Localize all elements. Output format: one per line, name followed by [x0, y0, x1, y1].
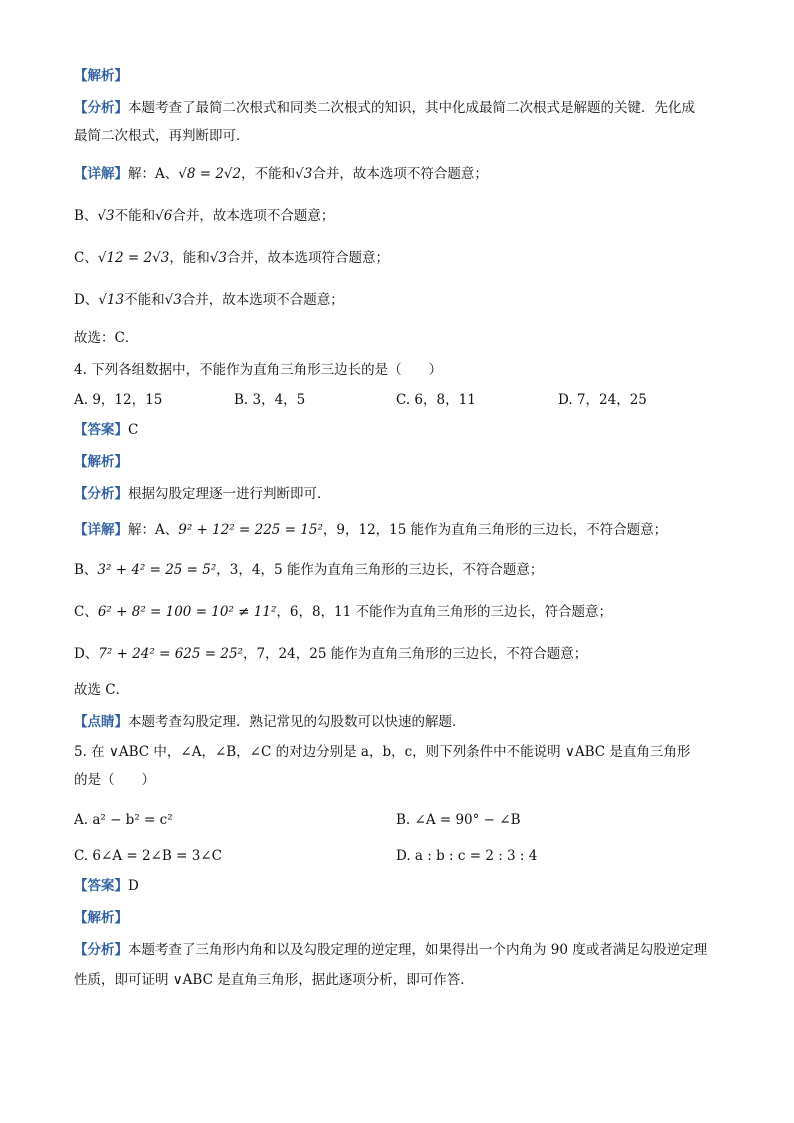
detail-b-text: 不能和 — [114, 208, 156, 224]
detail-b-text-2: 合并，故本选项不合题意； — [172, 208, 335, 224]
detail-b-prefix: B、 — [74, 208, 98, 224]
q5-question-1 — [74, 742, 690, 762]
q5-answer-tag: 【答案】 — [74, 878, 128, 894]
q4-question — [74, 360, 442, 380]
q4-detail-d-math: 7² + 24² = 625 = 25² — [98, 646, 243, 662]
detail-c-text: ，能和 — [169, 250, 210, 266]
q4-dianjing-text: 本题考查勾股定理．熟记常见的勾股数可以快速的解题． — [128, 714, 466, 730]
q5-question-text-2: 的是（ ） — [74, 772, 155, 788]
q4-detail-b-prefix: B、 — [74, 562, 98, 578]
q4-choose: 故选 C． — [74, 682, 130, 698]
q4-analysis-line — [74, 452, 128, 472]
q5-option-a: A. a² − b² = c² — [74, 812, 173, 828]
fenxi-text-1: 本题考查了最简二次根式和同类二次根式的知识，其中化成最简二次根式是解题的关键．先化成 — [128, 100, 695, 116]
q5-fenxi-text-1: 本题考查了三角形内角和以及勾股定理的逆定理，如果得出一个内角为 90 度或者满足勾股逆定理 — [128, 942, 708, 958]
detail-a-math-2: √3 — [295, 166, 313, 182]
q4-question-text: 4. 下列各组数据中，不能作为直角三角形三边长的是（ ） — [74, 362, 443, 378]
q4-detail-a-prefix: 解：A、 — [128, 522, 179, 538]
q4-answer-tag: 【答案】 — [74, 422, 128, 438]
q4-fenxi-text: 根据勾股定理逐一进行判断即可． — [128, 486, 331, 502]
analysis-line-2 — [74, 126, 250, 146]
q4-answer-line — [74, 420, 138, 440]
detail-a-math: √8 = 2√2 — [178, 166, 242, 182]
q4-option-c: C. 6，8，11 — [396, 392, 476, 408]
q5-fenxi-line-1 — [74, 940, 707, 960]
q5-fenxi-text-2: 性质，即可证明 ∨ABC 是直角三角形，据此逐项分析，即可作答． — [74, 972, 474, 988]
q5-question-text-1: 5. 在 ∨ABC 中，∠A，∠B，∠C 的对边分别是 a，b，c，则下列条件中不能说明 ∨ABC 是直角三角形 — [74, 744, 691, 760]
q4-detail-b — [74, 560, 543, 580]
detail-a-text-2: 合并，故本选项不符合题意； — [312, 166, 488, 182]
detail-line-a — [74, 164, 488, 184]
q4-answer: C — [128, 422, 139, 438]
choose-text: 故选：C． — [74, 330, 139, 346]
analysis-line-1 — [74, 98, 695, 118]
q4-detail-c-prefix: C、 — [74, 604, 98, 620]
q4-option-a: A. 9，12，15 — [74, 392, 163, 408]
q5-option-d: D. a : b : c = 2 : 3 : 4 — [396, 848, 538, 864]
detail-d-text-2: 合并，故本选项不合题意； — [181, 292, 344, 308]
q4-fenxi-line — [74, 484, 331, 504]
analysis-heading — [74, 66, 128, 86]
detail-a-text: ，不能和 — [241, 166, 296, 182]
detail-d-math-2: √3 — [164, 292, 182, 308]
q4-option-d: D. 7，24，25 — [558, 392, 647, 408]
q4-detail-c-text: ，6，8，11 不能作为直角三角形的三边长，符合题意； — [276, 604, 613, 620]
analysis-tag: 【解析】 — [74, 68, 128, 84]
q4-fenxi-tag: 【分析】 — [74, 486, 128, 502]
q4-detail-tag: 【详解】 — [74, 522, 128, 538]
detail-b-math-2: √6 — [155, 208, 173, 224]
q4-detail-d — [74, 644, 587, 664]
detail-c-math: √12 = 2√3 — [97, 250, 170, 266]
q4-choose-line — [74, 680, 129, 700]
q5-question-2 — [74, 770, 155, 790]
q4-detail-a — [74, 520, 667, 540]
detail-line-d — [74, 290, 344, 310]
q5-option-c: C. 6∠A = 2∠B = 3∠C — [74, 848, 222, 864]
fenxi-tag: 【分析】 — [74, 100, 128, 116]
q4-option-b: B. 3，4，5 — [234, 392, 306, 408]
detail-c-math-2: √3 — [209, 250, 228, 266]
q4-analysis-tag: 【解析】 — [74, 454, 128, 470]
detail-line-c — [74, 248, 389, 268]
q4-detail-d-prefix: D、 — [74, 646, 99, 662]
q5-answer-line — [74, 876, 139, 896]
q4-dianjing-tag: 【点睛】 — [74, 714, 128, 730]
q5-option-b: B. ∠A = 90° − ∠B — [396, 812, 521, 828]
q5-analysis-tag: 【解析】 — [74, 910, 128, 926]
fenxi-text-2: 最简二次根式，再判断即可． — [74, 128, 250, 144]
q4-detail-b-math: 3² + 4² = 25 = 5² — [97, 562, 217, 578]
detail-b-math: √3 — [97, 208, 115, 224]
q4-detail-c — [74, 602, 612, 622]
detail-line-b — [74, 206, 334, 226]
q4-detail-a-text: ，9，12，15 能作为直角三角形的三边长，不符合题意； — [322, 522, 668, 538]
detail-c-text-2: 合并，故本选项符合题意； — [227, 250, 390, 266]
q4-detail-c-math: 6² + 8² = 100 = 10² ≠ 11² — [97, 604, 277, 620]
q4-dianjing-line — [74, 712, 466, 732]
detail-tag: 【详解】 — [74, 166, 128, 182]
q4-detail-d-text: ，7，24，25 能作为直角三角形的三边长，不符合题意； — [242, 646, 588, 662]
q5-fenxi-line-2 — [74, 970, 474, 990]
detail-d-prefix: D、 — [74, 292, 99, 308]
q5-answer: D — [128, 878, 139, 894]
q4-detail-b-text: ，3，4，5 能作为直角三角形的三边长，不符合题意； — [216, 562, 544, 578]
detail-a-prefix: 解：A、 — [128, 166, 179, 182]
detail-d-math: √13 — [98, 292, 125, 308]
choose-line — [74, 328, 138, 348]
q4-detail-a-math: 9² + 12² = 225 = 15² — [178, 522, 323, 538]
detail-d-text: 不能和 — [124, 292, 165, 308]
q5-analysis-line — [74, 908, 128, 928]
q5-fenxi-tag: 【分析】 — [74, 942, 128, 958]
detail-c-prefix: C、 — [74, 250, 98, 266]
